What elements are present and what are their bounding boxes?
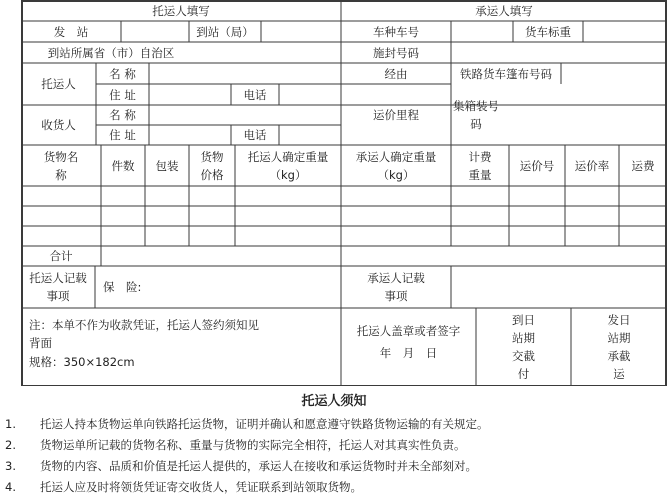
carrier-fill-header: 承运人填写: [475, 4, 533, 18]
total-label: 合计: [49, 249, 73, 263]
instruction-text: 货物的内容、品质和价值是托运人提供的，承运人在接收和承运货物时并未全部刻对。: [40, 459, 477, 473]
arrive-region-label: 到站所属省（市）自治区: [47, 45, 175, 60]
col-carrier-weight: 承运人确定重量（kg）: [355, 149, 437, 182]
shipper-instructions: [0, 392, 668, 498]
arrive-station-label: 到站（局）: [196, 24, 254, 39]
col-rate: 运价率: [574, 158, 610, 173]
shipper-name-label: 名 称: [109, 66, 136, 81]
instruction-item: [0, 456, 668, 477]
instruction-number: 4.: [5, 480, 16, 494]
instructions-list: [0, 414, 668, 498]
consignee-address-label: 住 址: [109, 128, 136, 142]
tarp-no-field[interactable]: [561, 63, 667, 84]
spec-text: 规格：350×182cm: [29, 355, 135, 369]
instruction-text: 托运人持本货物运单向铁路托运货物，证明并确认和愿意遵守铁路货物运输的有关规定。: [40, 417, 489, 431]
depart-station-label: 发 站: [53, 24, 89, 39]
container-no-field[interactable]: [501, 84, 667, 145]
arrive-region-field[interactable]: [201, 42, 341, 63]
consignee-phone-label: 电话: [243, 128, 267, 142]
seal-date-label: 年 月 日: [379, 346, 438, 360]
instruction-text: 托运人应及时将领货凭证寄交收货人，凭证联系到站领取货物。: [40, 480, 362, 494]
col-goods-name: 货物名称: [43, 149, 79, 182]
consignee-name-field[interactable]: [149, 105, 341, 125]
col-charge-weight: 计费重量: [468, 149, 492, 182]
col-shipper-weight: 托运人确定重量（kg）: [247, 149, 329, 182]
shipper-label: 托运人: [41, 77, 76, 91]
instruction-item: [0, 435, 668, 456]
car-type-no-label: 车种车号: [373, 24, 419, 39]
col-packing: 包装: [155, 158, 179, 173]
shipper-notes-label: 托运人记载事项: [29, 271, 87, 303]
instruction-item: [0, 477, 668, 498]
shipper-phone-label: 电话: [243, 87, 267, 102]
shipper-fill-header: 托运人填写: [152, 4, 210, 18]
seal-no-field[interactable]: [451, 42, 667, 63]
shipper-phone-field[interactable]: [279, 84, 341, 105]
carrier-notes-label: 承运人记载事项: [367, 271, 425, 303]
waybill-form: [21, 0, 667, 386]
shipper-name-field[interactable]: [149, 63, 341, 84]
container-no-label: 集箱装号码: [453, 98, 499, 131]
insurance-label: 保 险:: [103, 280, 142, 294]
freight-mileage-label: 运价里程: [373, 107, 419, 122]
col-rate-no: 运价号: [519, 158, 555, 173]
instruction-number: 1.: [5, 417, 16, 431]
instructions-title: 托运人须知: [301, 394, 367, 409]
depart-station-field[interactable]: [121, 21, 189, 42]
consignee-address-field[interactable]: [149, 125, 231, 145]
consignee-phone-field[interactable]: [279, 125, 341, 145]
shipper-seal-label: 托运人盖章或者签字: [356, 324, 461, 338]
instruction-number: 3.: [5, 459, 16, 473]
instruction-number: 2.: [5, 438, 16, 452]
tarp-no-label: 铁路货车篷布号码: [460, 66, 552, 81]
note-text: 注：本单不作为收款凭证，托运人签约须知见背面: [29, 318, 259, 350]
arrive-station-field[interactable]: [261, 21, 341, 42]
shipper-address-label: 住 址: [109, 87, 136, 102]
route-label: 经由: [384, 66, 408, 81]
car-type-no-field[interactable]: [451, 21, 513, 42]
col-freight: 运费: [631, 158, 655, 173]
instruction-text: 货物运单所记载的货物名称、重量与货物的实际完全相符，托运人对其真实性负责。: [40, 438, 466, 452]
consignee-name-label: 名 称: [109, 108, 136, 122]
col-pieces: 件数: [111, 158, 135, 173]
depart-station-stamp: 发日站期承截运: [607, 313, 631, 381]
instruction-item: [0, 414, 668, 435]
col-goods-value: 货物价格: [200, 149, 224, 182]
arrive-station-stamp: 到日站期交截付: [512, 313, 535, 381]
consignee-label: 收货人: [41, 118, 76, 132]
carrier-notes-field[interactable]: [451, 266, 667, 308]
car-marked-weight-field[interactable]: [583, 21, 667, 42]
shipper-address-field[interactable]: [149, 84, 231, 105]
car-marked-weight-label: 货车标重: [525, 24, 571, 39]
seal-no-label: 施封号码: [373, 45, 419, 60]
